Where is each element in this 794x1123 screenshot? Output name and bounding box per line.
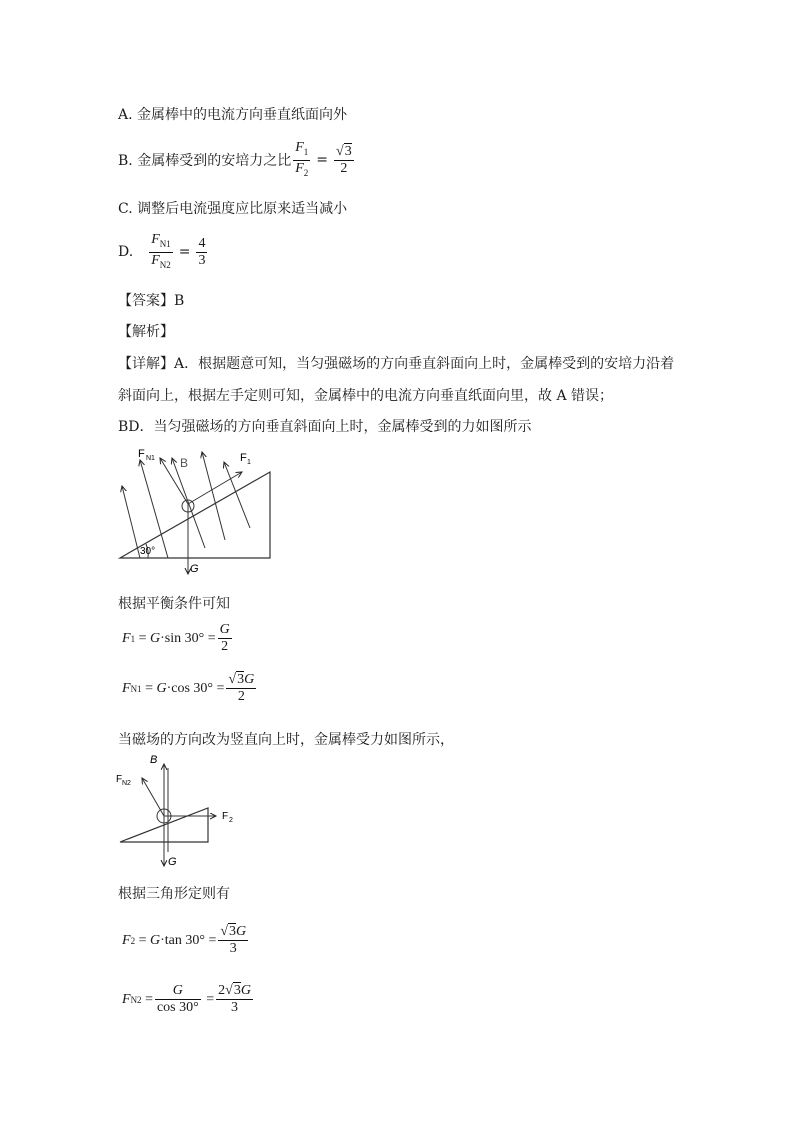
force-ratio-fraction: $\frac{F_1}{F_2}$ xyxy=(295,140,309,178)
balance-text: 根据平衡条件可知 xyxy=(118,596,230,612)
figure-2-vertical-field-forces xyxy=(112,752,242,870)
label-b2: B xyxy=(150,754,158,766)
option-c: C. 调整后电流强度应比原来适当减小 xyxy=(118,201,348,217)
label-fn1: F xyxy=(138,448,145,460)
svg-text:N1: N1 xyxy=(146,455,155,462)
svg-text:N2: N2 xyxy=(122,780,131,787)
detail-line-3: BD．当匀强磁场的方向垂直斜面向上时，金属棒受到的力如图所示 xyxy=(118,419,532,435)
normal-force-ratio-fraction: $\frac{F_{N1}}{F_{N2}}$ xyxy=(151,232,171,270)
option-b-text: B. 金属棒受到的安培力之比 xyxy=(118,153,292,170)
vertical-field-text: 当磁场的方向改为竖直向上时，金属棒受力如图所示， xyxy=(118,732,454,748)
option-d-label: D. xyxy=(118,244,134,261)
svg-text:1: 1 xyxy=(247,459,251,466)
equation-fn1: F N1 = G ·cos 30° = $\frac{√3G}{2}$ xyxy=(122,672,255,704)
option-a: A. 金属棒中的电流方向垂直纸面向外 xyxy=(118,107,348,123)
analysis-heading: 【解析】 xyxy=(118,324,174,340)
sqrt3-over-2: $\frac{√3}{2}$ xyxy=(336,143,352,176)
label-g: G xyxy=(190,563,199,575)
figure-1-incline-forces xyxy=(110,440,285,580)
detail-line-1: 【详解】A．根据题意可知，当匀强磁场的方向垂直斜面向上时，金属棒受到的安培力沿着 xyxy=(118,356,675,372)
label-fn2: F xyxy=(116,774,123,785)
equation-f2: F 2 = G ·tan 30° = $\frac{√3G}{3}$ xyxy=(122,924,247,956)
option-b: B. 金属棒受到的安培力之比 $\frac{F_1}{F_2}$ = $\frac{√3}{2}$ xyxy=(118,140,356,181)
equation-fn2: F N2 = $\frac{G}{\cos 30^\circ}$ = $\frac{2√3G}{3}$ xyxy=(122,983,251,1015)
triangle-rule-text: 根据三角形定则有 xyxy=(118,886,230,902)
label-g2: G xyxy=(168,856,177,868)
label-f2: F xyxy=(222,811,229,822)
equation-f1: F 1 = G ·sin 30° = $\frac{G}{2}$ xyxy=(122,622,230,654)
label-b: B xyxy=(180,456,189,470)
label-angle: 30° xyxy=(140,546,156,557)
four-thirds: $\frac{4}{3}$ xyxy=(198,235,206,268)
label-f1: F xyxy=(240,452,247,464)
svg-text:2: 2 xyxy=(229,817,233,824)
option-d: D. $\frac{F_{N1}}{F_{N2}}$ = $\frac{4}{3}$ xyxy=(118,232,209,273)
detail-line-2: 斜面向上，根据左手定则可知，金属棒中的电流方向垂直纸面向里，故 A 错误； xyxy=(118,388,614,404)
answer: 【答案】B xyxy=(118,293,185,309)
